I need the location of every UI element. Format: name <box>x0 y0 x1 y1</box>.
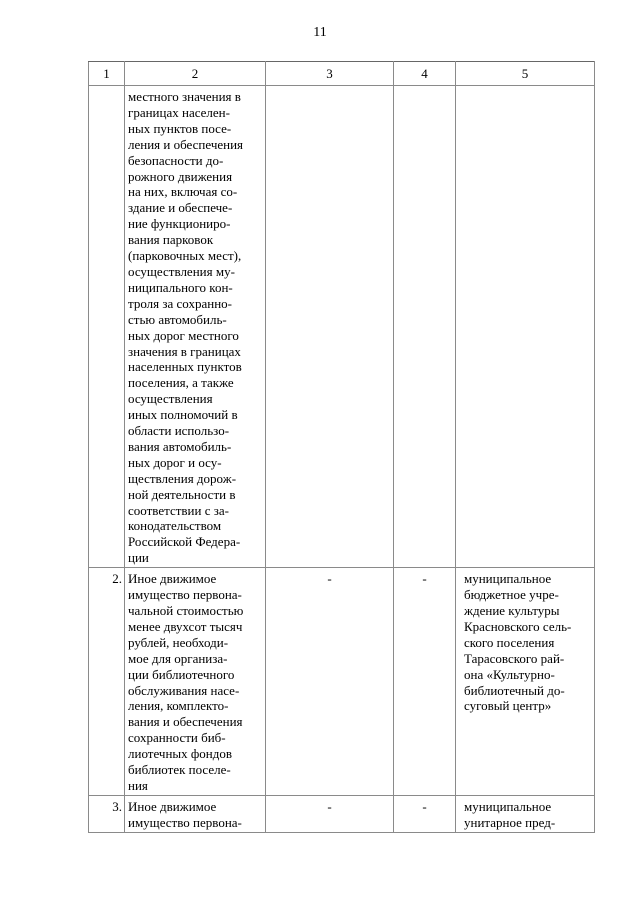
description-line: рублей, необходи- <box>128 634 229 650</box>
description-line: ния <box>128 777 148 793</box>
description-line: вания и обеспечения <box>128 714 243 730</box>
holder-line: унитарное пред- <box>464 814 556 830</box>
holder-line: библиотечный до- <box>464 682 565 698</box>
holder-cell <box>456 795 595 832</box>
column-3-cell: - <box>266 568 394 796</box>
holder-line: муниципальное <box>464 571 552 587</box>
holder-line: она «Культурно- <box>464 666 555 682</box>
description-line: ние функциониро- <box>128 216 231 232</box>
holder-line: ждение культуры <box>464 603 560 618</box>
description-line: мое для организа- <box>128 650 228 666</box>
row-number-cell: 3. <box>89 795 125 832</box>
description-line: местного значения в <box>128 89 241 104</box>
description-cell <box>125 86 266 568</box>
header-cell: 2 <box>125 62 266 86</box>
table-row <box>89 795 595 832</box>
description-cell <box>125 795 266 832</box>
description-line: конодательством <box>128 518 222 534</box>
description-line: библиотек поселе- <box>128 762 231 778</box>
description-line: лиотечных фондов <box>128 746 233 762</box>
description-line: осуществления му- <box>128 263 235 279</box>
holder-line: бюджетное учре- <box>464 587 559 603</box>
holder-line: Красновского сель- <box>464 618 572 634</box>
description-line: троля за сохранно- <box>128 295 232 311</box>
description-line: населенных пунктов <box>128 359 242 375</box>
description-cell <box>125 568 266 796</box>
holder-cell <box>456 86 595 568</box>
description-line: имущество первона- <box>128 587 242 603</box>
header-cell: 3 <box>266 62 394 86</box>
holder-line: суговый центр» <box>464 698 552 714</box>
description-line: области использо- <box>128 423 230 439</box>
header-cell: 1 <box>89 62 125 86</box>
description-line: обслуживания насе- <box>128 682 240 698</box>
column-3-cell: - <box>266 795 394 832</box>
column-4-cell: - <box>394 795 456 832</box>
column-4-cell <box>394 86 456 568</box>
header-cell: 4 <box>394 62 456 86</box>
description-line: Российской Федера- <box>128 534 241 550</box>
description-line: ной деятельности в <box>128 486 236 502</box>
header-cell: 5 <box>456 62 595 86</box>
description-line: ных дорог местного <box>128 327 239 343</box>
description-line: границах населен- <box>128 104 230 120</box>
table-row <box>89 568 595 796</box>
holder-line: Тарасовского рай- <box>464 650 565 666</box>
description-line: поселения, а также <box>128 375 234 391</box>
description-line: осуществления <box>128 391 213 407</box>
description-line: ных дорог и осу- <box>128 454 222 470</box>
holder-cell <box>456 568 595 796</box>
column-4-cell: - <box>394 568 456 796</box>
description-line: чальной стоимостью <box>128 603 244 618</box>
description-line: сохранности биб- <box>128 730 226 746</box>
table-row <box>89 86 595 568</box>
description-line: Иное движимое <box>128 798 217 814</box>
description-line: рожного движения <box>128 168 233 184</box>
description-line: ления, комплекто- <box>128 698 229 714</box>
row-number-cell <box>89 86 125 568</box>
description-line: вания парковок <box>128 232 214 248</box>
description-line: ции <box>128 550 149 566</box>
description-line: Иное движимое <box>128 571 217 587</box>
description-line: на них, включая со- <box>128 184 238 200</box>
description-line: ных пунктов посе- <box>128 120 232 136</box>
description-line: иных полномочий в <box>128 407 238 423</box>
property-table <box>88 61 595 833</box>
description-line: соответствии с за- <box>128 502 229 518</box>
description-line: безопасности до- <box>128 152 224 168</box>
page-number: 11 <box>313 25 327 40</box>
column-3-cell <box>266 86 394 568</box>
description-line: ниципального кон- <box>128 279 233 295</box>
row-number-cell: 2. <box>89 568 125 796</box>
table-header-row <box>89 62 595 86</box>
description-line: вания автомобиль- <box>128 438 232 454</box>
holder-line: ского поселения <box>464 634 555 650</box>
description-line: ления и обеспечения <box>128 136 244 152</box>
description-line: ции библиотечного <box>128 666 235 682</box>
description-line: имущество первона- <box>128 814 242 830</box>
description-line: ществления дорож- <box>128 470 237 486</box>
description-line: стью автомобиль- <box>128 311 227 327</box>
description-line: менее двухсот тысяч <box>128 618 243 634</box>
holder-line: муниципальное <box>464 798 552 814</box>
description-line: здание и обеспече- <box>128 200 233 216</box>
description-line: (парковочных мест), <box>128 248 242 264</box>
description-line: значения в границах <box>128 343 241 359</box>
